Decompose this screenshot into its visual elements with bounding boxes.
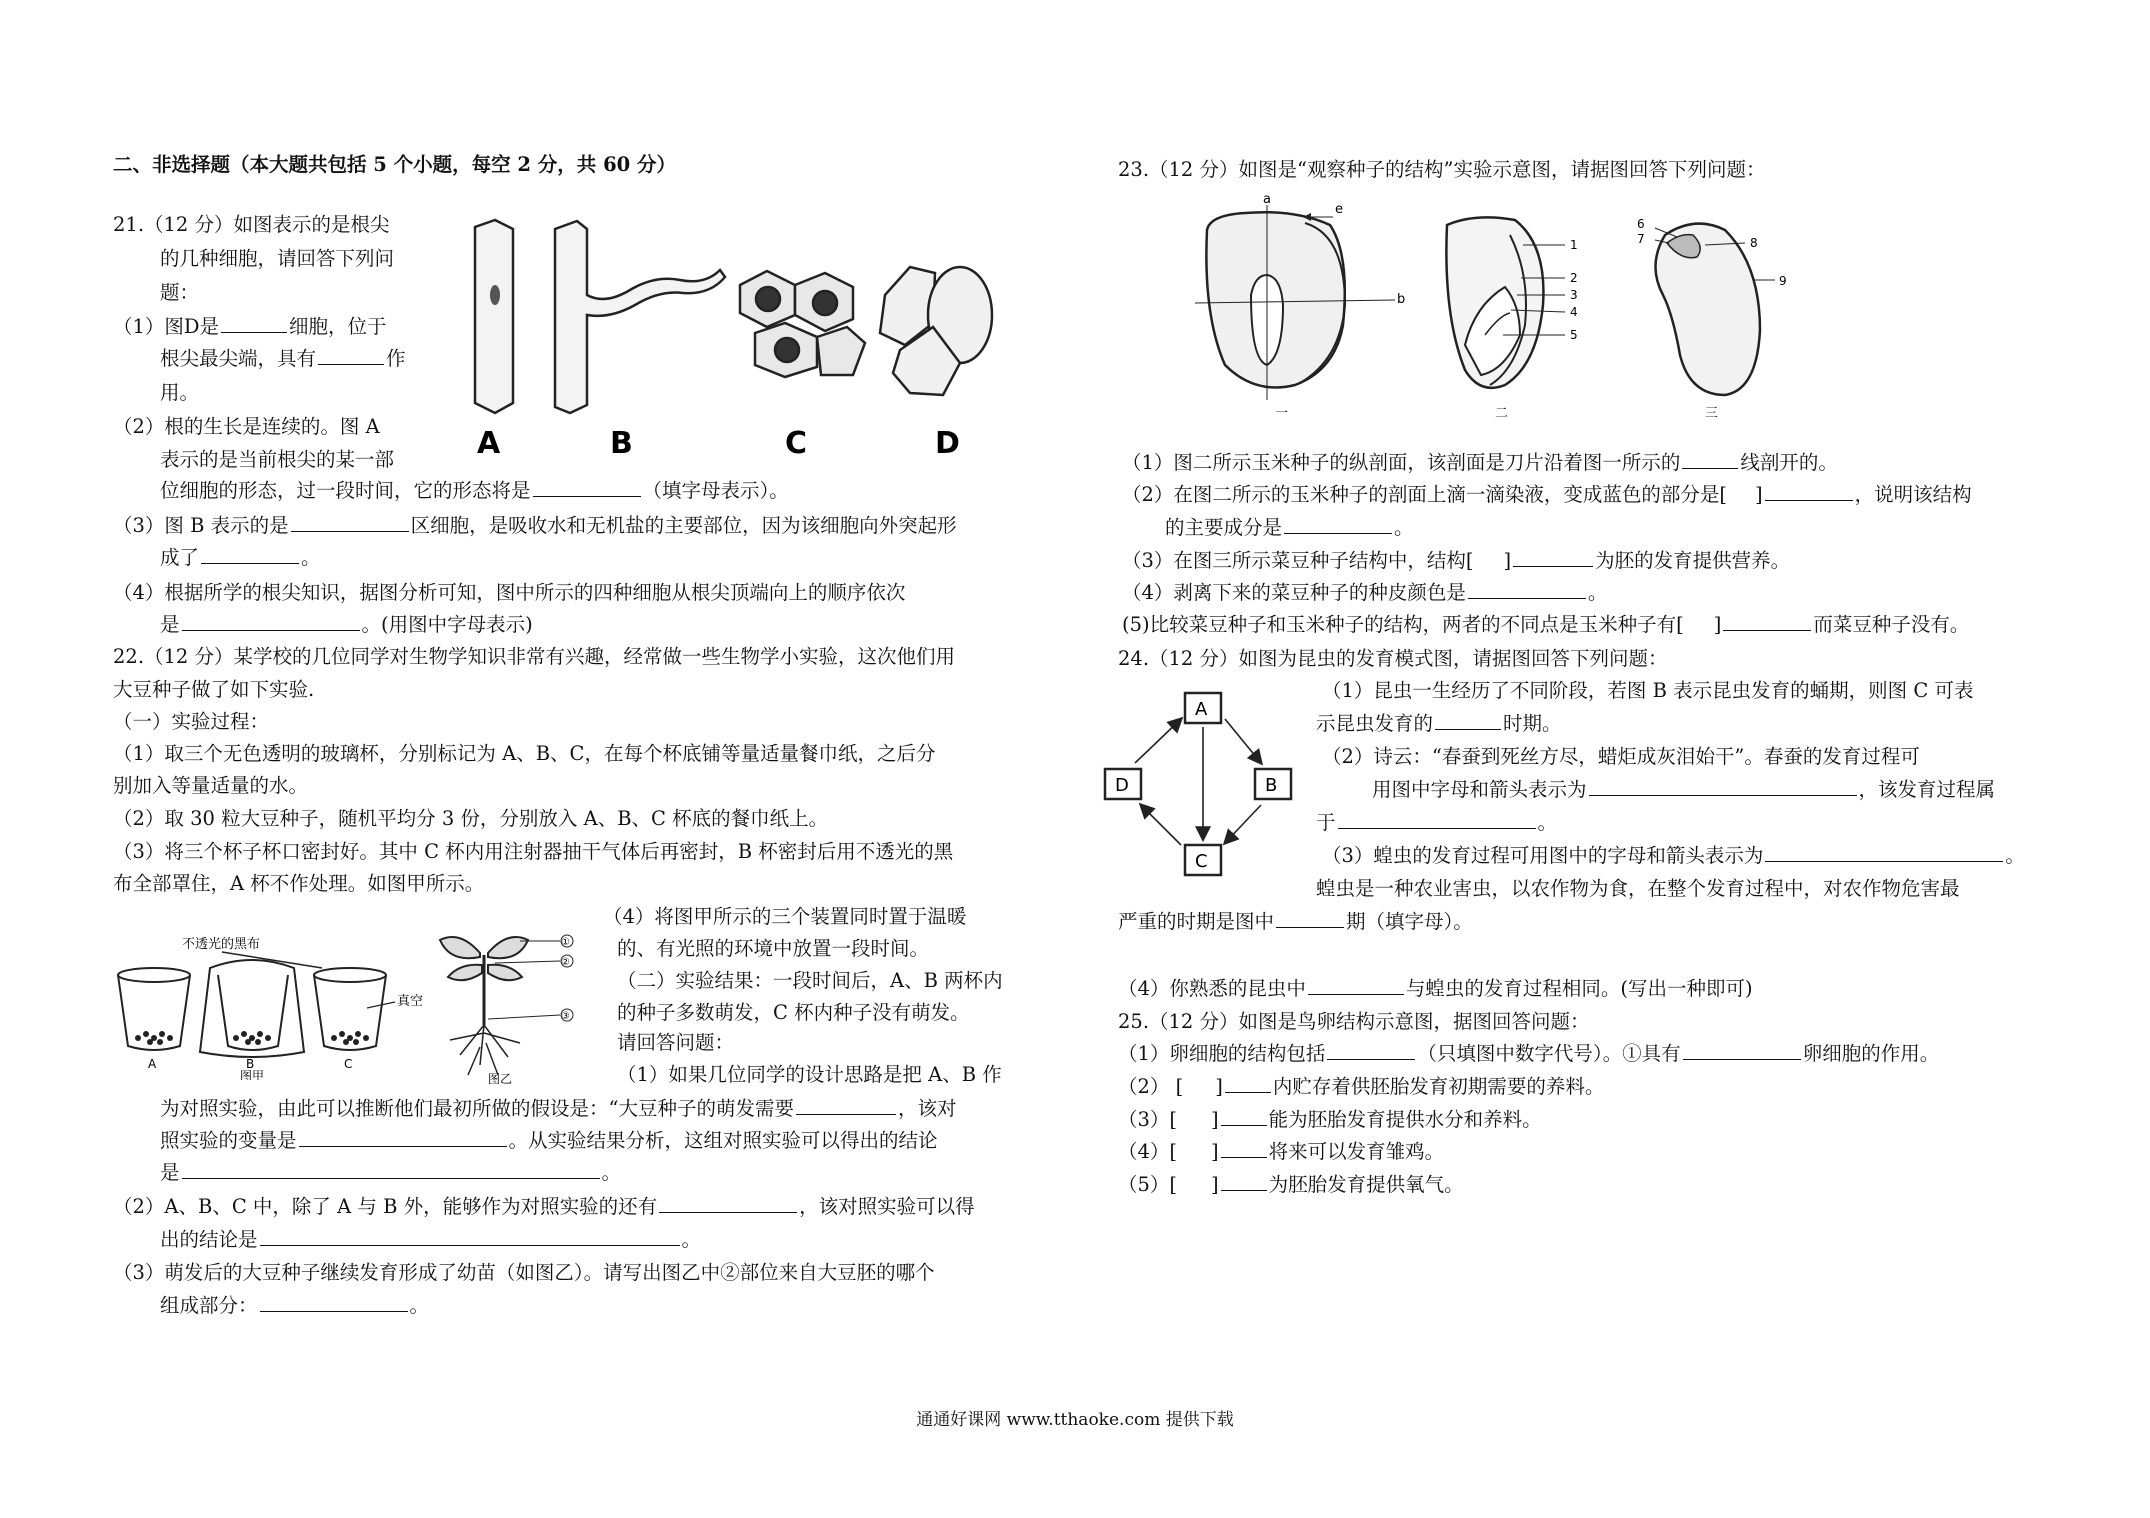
answer-blank[interactable] [1468,580,1586,599]
answer-blank[interactable] [1435,711,1501,730]
stage-label: B [1265,775,1278,796]
figure-yi [420,925,595,1085]
answer-blank[interactable] [1284,515,1392,534]
marker-label: ② [561,957,570,968]
fig-label: 4 [1570,305,1578,319]
q21-line: 题： [160,281,200,304]
cell-b [555,221,725,413]
fig-caption: 二 [1495,406,1509,420]
q24-line: 蝗虫是一种农业害虫，以农作物为食，在整个发育过程中，对农作物危害最 [1316,877,1960,900]
fig-label: 7 [1637,232,1645,246]
cell-d [880,267,992,395]
answer-blank[interactable] [260,1227,680,1246]
answer-blank[interactable] [1327,1041,1415,1060]
q25-line: （4）[ ] 将来可以发育雏鸡。 [1118,1140,1445,1163]
answer-blank[interactable] [1221,1172,1267,1191]
q22-line: （1）如果几位同学的设计思路是把 A、B 作 [617,1063,1002,1086]
q24-line: （3）蝗虫的发育过程可用图中的字母和箭头表示为 。 [1322,844,2025,867]
q25-line: （5）[ ] 为胚胎发育提供氧气。 [1118,1173,1464,1196]
q22-line: （2）取 30 粒大豆种子，随机平均分 3 份，分别放入 A、B、C 杯底的餐巾纸上。 [113,807,829,830]
fig-label: a [1263,195,1271,207]
seed-fig-2 [1446,217,1577,420]
answer-blank[interactable] [318,346,384,365]
q22-line: 布全部罩住，A 杯不作处理。如图甲所示。 [113,872,485,895]
q22-line: 请回答问题： [617,1031,735,1054]
q23-line: （1）图二所示玉米种子的纵剖面，该剖面是刀片沿着图一所示的 线剖开的。 [1122,451,1838,474]
q21-line: 是 。(用图中字母表示) [160,613,533,636]
q24-line: （4）你熟悉的昆虫中 与蝗虫的发育过程相同。(写出一种即可) [1118,977,1753,1000]
q24-line: 示昆虫发育的 时期。 [1316,712,1562,735]
fig-label: 2 [1570,271,1578,285]
q22-line: 是 。 [160,1161,622,1184]
q21-line: 21.（12 分）如图表示的是根尖 [113,213,390,236]
q24-line: 用图中字母和箭头表示为 ，该发育过程属 [1372,778,1996,801]
marker-label: ① [561,937,570,948]
cover-label: 不透光的黑布 [182,937,261,952]
q22-line: 大豆种子做了如下实验. [113,678,315,701]
answer-blank[interactable] [1723,612,1811,631]
q21-line: （3）图 B 表示的是 区细胞，是吸收水和无机盐的主要部位，因为该细胞向外突起形 [113,514,957,537]
answer-blank[interactable] [659,1194,797,1213]
fig-label: C [785,426,808,461]
cup-label: C [344,1057,353,1071]
q21-line: （4）根据所学的根尖知识，据图分析可知，图中所示的四种细胞从根尖顶端向上的顺序依次 [113,581,906,604]
q22-line: （1）取三个无色透明的玻璃杯，分别标记为 A、B、C，在每个杯底铺等量适量餐巾纸，之后分 [113,742,936,765]
answer-blank[interactable] [1221,1139,1267,1158]
stage-label: A [1195,699,1208,720]
q25-line: （2） [ ] 内贮存着供胚胎发育初期需要的养料。 [1118,1075,1605,1098]
answer-blank[interactable] [1765,482,1853,501]
answer-blank[interactable] [1765,843,2003,862]
q25-line: 25.（12 分）如图是鸟卵结构示意图，据图回答问题： [1118,1010,1590,1033]
cell-c [740,271,865,377]
fig-label: 9 [1779,274,1787,288]
answer-blank[interactable] [1225,1074,1271,1093]
answer-blank[interactable] [1276,909,1344,928]
answer-blank[interactable] [1338,810,1536,829]
q23-line: （2）在图二所示的玉米种子的剖面上滴一滴染液，变成蓝色的部分是[ ] ，说明该结构 [1122,483,1972,506]
answer-blank[interactable] [1682,450,1738,469]
cup-label: B [246,1057,255,1071]
q21-line: 用。 [160,381,200,404]
fig-caption: 图乙 [488,1072,513,1085]
answer-blank[interactable] [1308,976,1404,995]
answer-blank[interactable] [1589,777,1857,796]
seed-fig-1 [1195,195,1405,420]
stage-label: D [1115,775,1129,796]
answer-blank[interactable] [182,612,360,631]
fig-label: b [1397,292,1406,307]
q22-line: 别加入等量适量的水。 [113,774,309,797]
answer-blank[interactable] [299,1128,507,1147]
q24-line: （1）昆虫一生经历了不同阶段，若图 B 表示昆虫发育的蛹期，则图 C 可表 [1322,679,1974,702]
q21-line: 根尖最尖端，具有 作 [160,347,406,370]
q22-line: 22.（12 分）某学校的几位同学对生物学知识非常有兴趣，经常做一些生物学小实验，这次他们用 [113,645,956,668]
answer-blank[interactable] [221,314,287,333]
q24-line: （2）诗云：“春蚕到死丝方尽，蜡炬成灰泪始干”。春蚕的发育过程可 [1322,745,1920,768]
section-title: 二、非选择题（本大题共包括 5 个小题，每空 2 分，共 60 分） [113,153,677,176]
q21-line: 表示的是当前根尖的某一部 [160,448,395,471]
answer-blank[interactable] [796,1096,896,1115]
q22-line: （一）实验过程： [113,710,270,733]
cell-a [475,220,513,413]
q25-line: （3）[ ] 能为胚胎发育提供水分和养料。 [1118,1108,1542,1131]
fig-label: B [610,426,633,461]
q25-line: （1）卵细胞的结构包括 （只填图中数字代号）。①具有 卵细胞的作用。 [1118,1042,1940,1065]
fig-label: 6 [1637,217,1645,231]
q21-line: 的几种细胞，请回答下列问 [160,247,395,270]
q21-sub1: （1）图D是 细胞，位于 [113,315,387,338]
q21-line: 成了 。 [160,546,321,569]
answer-blank[interactable] [201,545,299,564]
fig-label: e [1335,202,1343,217]
q24-line: 于 。 [1316,811,1558,834]
cup-label: A [148,1057,157,1071]
fig-label: 1 [1570,238,1578,252]
answer-blank[interactable] [1513,548,1593,567]
fig-caption: 一 [1275,406,1289,420]
stage-label: C [1195,851,1208,872]
q24-line: 严重的时期是图中 期（填字母）。 [1118,910,1473,933]
seed-fig-3 [1637,217,1787,420]
answer-blank[interactable] [1221,1107,1267,1126]
q23-line: 的主要成分是 。 [1165,516,1414,539]
answer-blank[interactable] [291,513,409,532]
q21-line: 位细胞的形态，过一段时间，它的形态将是 （填字母表示）。 [160,479,789,502]
q22-line: 的种子多数萌发，C 杯内种子没有萌发。 [617,1001,970,1024]
root-cells-figure [455,215,1010,465]
q22-line: （4）将图甲所示的三个装置同时置于温暖 [603,905,967,928]
fig-label: 5 [1570,328,1578,342]
marker-label: ③ [561,1011,570,1022]
vacuum-label: 真空 [397,994,424,1009]
answer-blank[interactable] [182,1160,600,1179]
q22-line: （3）萌发后的大豆种子继续发育形成了幼苗（如图乙）。请写出图乙中②部位来自大豆胚的哪个 [113,1261,935,1284]
q22-line: 组成部分： 。 [160,1294,430,1317]
insect-development-diagram [1095,685,1310,885]
page-footer: 通通好课网 www.tthaoke.com 提供下载 [916,1410,1234,1430]
q22-line: （3）将三个杯子杯口密封好。其中 C 杯内用注射器抽干气体后再密封，B 杯密封后用不透光的黑 [113,840,954,863]
q22-line: （2）A、B、C 中，除了 A 与 B 外，能够作为对照实验的还有 ，该对照实验可以得 [113,1195,975,1218]
seed-structure-figure [1185,195,1835,420]
answer-blank[interactable] [1683,1041,1801,1060]
q23-line: (5)比较菜豆种子和玉米种子的结构，两者的不同点是玉米种子有[ ] 而菜豆种子没有。 [1122,613,1970,636]
fig-label: 3 [1570,288,1578,302]
q23-line: （3）在图三所示菜豆种子结构中，结构[ ] 为胚的发育提供营养。 [1122,549,1791,572]
q23-line: （4）剥离下来的菜豆种子的种皮颜色是 。 [1122,581,1608,604]
fig-label: D [935,426,960,461]
q22-line: 出的结论是 。 [160,1228,702,1251]
q24-line: 24.（12 分）如图为昆虫的发育模式图，请据图回答下列问题： [1118,647,1668,670]
q22-line: （二）实验结果：一段时间后，A、B 两杯内 [617,969,1003,992]
q23-line: 23.（12 分）如图是“观察种子的结构”实验示意图，请据图回答下列问题： [1118,158,1766,181]
cup-b [200,960,304,1057]
q22-line: 为对照实验，由此可以推断他们最初所做的假设是：“大豆种子的萌发需要 ，该对 [160,1097,957,1120]
cup-a [118,968,190,1050]
answer-blank[interactable] [533,478,641,497]
fig-caption: 三 [1705,406,1719,420]
answer-blank[interactable] [260,1293,408,1312]
fig-label: A [477,426,501,461]
q22-line: 照实验的变量是 。从实验结果分析，这组对照实验可以得出的结论 [160,1129,938,1152]
fig-caption: 图甲 [240,1069,265,1080]
q22-line: 的、有光照的环境中放置一段时间。 [617,937,930,960]
cup-c [314,968,386,1050]
fig-label: 8 [1750,236,1758,250]
q21-line: （2）根的生长是连续的。图 A [113,415,380,438]
